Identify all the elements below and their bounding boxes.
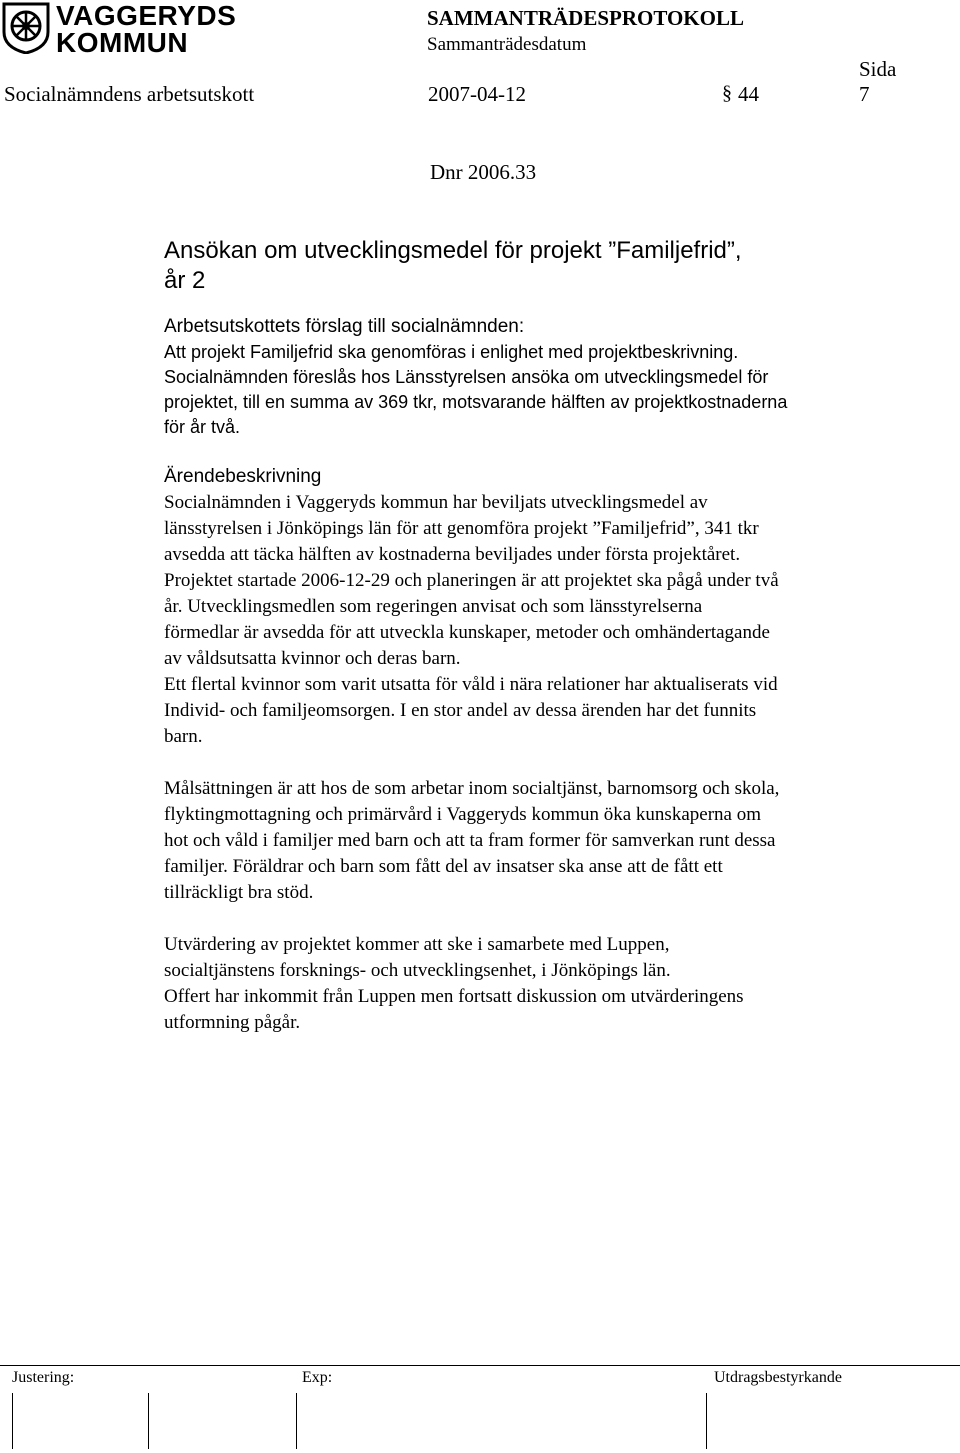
text-line: avsedda att täcka hälften av kostnaderna beviljades under första projektåret.: [164, 544, 741, 565]
text-line: länsstyrelsen i Jönköpings län för att genomföra projekt ”Familjefrid”, 341 tkr: [164, 518, 759, 539]
paragraph-number: 44: [738, 82, 759, 106]
proposal-text-2: [164, 365, 904, 440]
description-paragraph-4: [164, 932, 904, 1036]
signature-box-divider: [296, 1393, 297, 1449]
text-line: år. Utvecklingsmedlen som regeringen anvisat och som länsstyrelserna: [164, 596, 703, 617]
proposal-text-1: Att projekt Familjefrid ska genomföras i enlighet med projektbeskrivning.: [164, 342, 739, 362]
text-line: Utvärdering av projektet kommer att ske i samarbete med Luppen,: [164, 934, 670, 955]
text-line: flyktingmottagning och primärvård i Vaggeryds kommun öka kunskaperna om: [164, 804, 761, 825]
text-line: tillräckligt bra stöd.: [164, 882, 314, 903]
committee-name: Socialnämndens arbetsutskott: [4, 82, 255, 106]
text-line: Socialnämnden i Vaggeryds kommun har beviljats utvecklingsmedel av: [164, 492, 708, 513]
text-line: Socialnämnden föreslås hos Länsstyrelsen ansöka om utvecklingsmedel för: [164, 367, 769, 387]
logo-line-1: VAGGERYDS: [56, 0, 237, 31]
municipality-logo: [2, 0, 237, 58]
text-line: socialtjänstens forsknings- och utvecklingsenhet, i Jönköpings län.: [164, 960, 671, 981]
coat-of-arms-icon: [2, 2, 50, 54]
text-line: utformning pågår.: [164, 1012, 301, 1033]
text-line: Offert har inkommit från Luppen men fortsatt diskussion om utvärderingens: [164, 986, 744, 1007]
text-line: förmedlar är avsedda för att utveckla kunskaper, metoder och omhändertagande: [164, 622, 770, 643]
title-line-1: Ansökan om utvecklingsmedel för projekt ”Familjefrid”,: [164, 237, 742, 264]
text-line: Projektet startade 2006-12-29 och planeringen är att projektet ska pågå under två: [164, 570, 779, 591]
text-line: Ett flertal kvinnor som varit utsatta för våld i nära relationer har aktualiserats vid: [164, 674, 778, 695]
protocol-title: SAMMANTRÄDESPROTOKOLL: [427, 6, 744, 30]
text-line: projektet, till en summa av 369 tkr, motsvarande hälften av projektkostnaderna: [164, 392, 788, 412]
page-title: [164, 236, 904, 296]
logo-wordmark: [56, 2, 236, 56]
meeting-date-label: Sammanträdesdatum: [427, 34, 587, 55]
signature-box-divider: [706, 1393, 707, 1449]
page-label: Sida: [859, 57, 897, 81]
text-line: hot och våld i familjer med barn och att ta fram former för samverkan runt dessa: [164, 830, 776, 851]
footer-justering-label: Justering:: [12, 1369, 75, 1386]
case-number: Dnr 2006.33: [430, 160, 537, 184]
text-line: Individ- och familjeomsorgen. I en stor andel av dessa ärenden har det funnits: [164, 700, 757, 721]
title-line-2: år 2: [164, 267, 206, 294]
description-paragraph-1: [164, 490, 904, 672]
proposal-heading: Arbetsutskottets förslag till socialnämnden:: [164, 316, 525, 337]
page-number: 7: [859, 82, 870, 106]
text-line: barn.: [164, 726, 203, 747]
paragraph-sign-icon: §: [722, 82, 732, 104]
text-line: Målsättningen är att hos de som arbetar inom socialtjänst, barnomsorg och skola,: [164, 778, 780, 799]
meeting-date: 2007-04-12: [428, 82, 526, 106]
signature-box-divider: [12, 1393, 13, 1449]
description-heading: Ärendebeskrivning: [164, 466, 322, 487]
text-line: för år två.: [164, 417, 241, 437]
footer-exp-label: Exp:: [302, 1369, 333, 1386]
text-line: familjer. Föräldrar och barn som fått del av insatser ska anse att de fått ett: [164, 856, 723, 877]
signature-box-divider: [148, 1393, 149, 1449]
text-line: av våldsutsatta kvinnor och deras barn.: [164, 648, 461, 669]
description-paragraph-2: [164, 672, 904, 750]
footer-divider: [0, 1365, 960, 1366]
document-body: [164, 236, 904, 1036]
logo-line-2: KOMMUN: [56, 27, 189, 58]
description-paragraph-3: [164, 776, 904, 906]
footer-utdrag-label: Utdragsbestyrkande: [714, 1369, 842, 1386]
